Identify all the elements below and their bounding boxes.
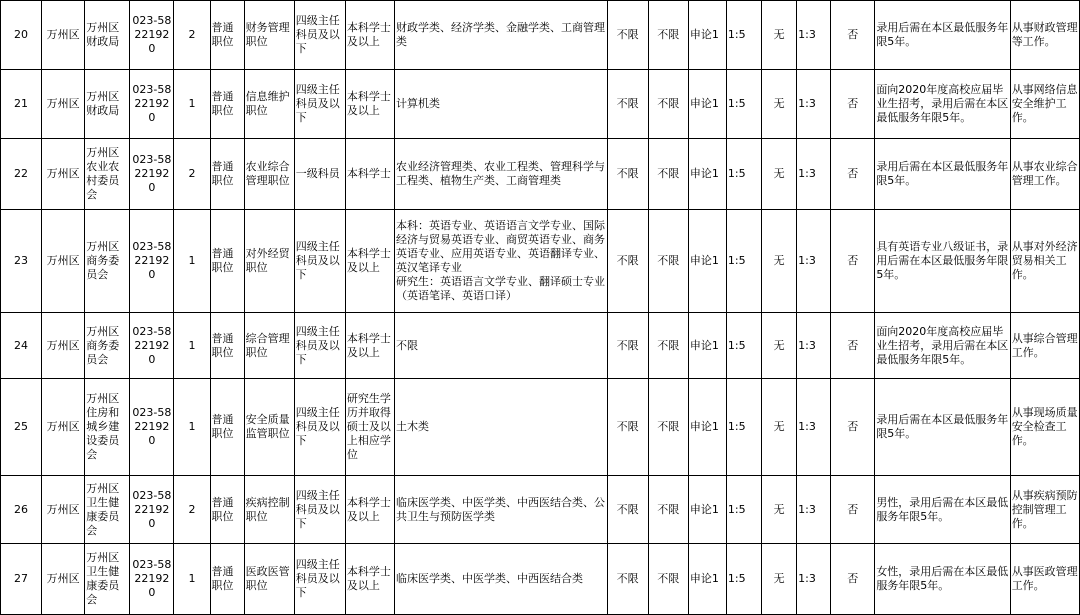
position-name: 信息维护职位 [244,70,294,139]
requirement-1: 不限 [607,70,648,139]
hire-count: 2 [174,1,210,70]
table-row [1,476,1080,544]
position-level: 四级主任科员及以下 [294,379,345,476]
ratio-2: 1:3 [797,313,831,379]
ratio-2: 1:3 [797,476,831,544]
position-level: 四级主任科员及以下 [294,1,345,70]
note: 面向2020年度高校应届毕业生招考，录用后需在本区最低服务年限5年。 [875,313,1010,379]
table-row [1,210,1080,313]
requirement-1: 不限 [607,544,648,615]
ratio-2: 1:3 [797,210,831,313]
note: 女性，录用后需在本区最低服务年限5年。 [875,544,1010,615]
requirement-2: 不限 [648,1,688,70]
position-type: 普通职位 [210,313,244,379]
position-type: 普通职位 [210,476,244,544]
major: 临床医学类、中医学类、中西医结合类、公共卫生与预防医学类 [395,476,608,544]
row-number: 20 [1,1,42,70]
requirement-3: 无 [762,139,797,210]
phone: 023-58221920 [130,1,174,70]
education: 本科学士及以上 [345,70,394,139]
area: 万州区 [42,1,85,70]
unit-name: 万州区财政局 [85,1,130,70]
position-name: 财务管理职位 [244,1,294,70]
requirement-2: 不限 [648,210,688,313]
duty: 从事农业综合管理工作。 [1010,139,1079,210]
requirement-3: 无 [762,544,797,615]
requirement-1: 不限 [607,1,648,70]
position-name: 综合管理职位 [244,313,294,379]
requirement-1: 不限 [607,476,648,544]
table-row [1,544,1080,615]
major: 计算机类 [395,70,608,139]
exam-subject: 申论1 [688,544,726,615]
table-row [1,1,1080,70]
duty: 从事综合管理工作。 [1010,313,1079,379]
duty: 从事对外经济贸易相关工作。 [1010,210,1079,313]
requirement-3: 无 [762,210,797,313]
note: 录用后需在本区最低服务年限5年。 [875,379,1010,476]
position-name: 安全质量监管职位 [244,379,294,476]
duty: 从事疾病预防控制管理工作。 [1010,476,1079,544]
requirement-4: 否 [831,379,875,476]
requirement-4: 否 [831,476,875,544]
area: 万州区 [42,476,85,544]
note: 面向2020年度高校应届毕业生招考，录用后需在本区最低服务年限5年。 [875,70,1010,139]
hire-count: 1 [174,70,210,139]
ratio-1: 1:5 [726,1,761,70]
position-type: 普通职位 [210,70,244,139]
position-level: 四级主任科员及以下 [294,313,345,379]
area: 万州区 [42,139,85,210]
unit-name: 万州区住房和城乡建设委员会 [85,379,130,476]
row-number: 25 [1,379,42,476]
row-number: 22 [1,139,42,210]
hire-count: 1 [174,313,210,379]
requirement-4: 否 [831,210,875,313]
row-number: 27 [1,544,42,615]
table-row [1,139,1080,210]
major: 土木类 [395,379,608,476]
phone: 023-58221920 [130,139,174,210]
requirement-3: 无 [762,1,797,70]
education: 本科学士及以上 [345,544,394,615]
position-level: 四级主任科员及以下 [294,70,345,139]
ratio-2: 1:3 [797,1,831,70]
requirement-1: 不限 [607,139,648,210]
duty: 从事医政管理工作。 [1010,544,1079,615]
requirement-2: 不限 [648,544,688,615]
position-type: 普通职位 [210,544,244,615]
ratio-1: 1:5 [726,379,761,476]
requirement-3: 无 [762,313,797,379]
unit-name: 万州区农业农村委员会 [85,139,130,210]
position-level: 四级主任科员及以下 [294,210,345,313]
position-type: 普通职位 [210,139,244,210]
hire-count: 2 [174,476,210,544]
requirement-3: 无 [762,70,797,139]
ratio-1: 1:5 [726,476,761,544]
unit-name: 万州区卫生健康委员会 [85,544,130,615]
area: 万州区 [42,379,85,476]
ratio-1: 1:5 [726,313,761,379]
unit-name: 万州区财政局 [85,70,130,139]
table-row [1,70,1080,139]
exam-subject: 申论1 [688,139,726,210]
position-type: 普通职位 [210,379,244,476]
hire-count: 1 [174,379,210,476]
position-level: 四级主任科员及以下 [294,476,345,544]
ratio-2: 1:3 [797,70,831,139]
requirement-2: 不限 [648,313,688,379]
requirement-1: 不限 [607,379,648,476]
row-number: 21 [1,70,42,139]
requirement-2: 不限 [648,70,688,139]
education: 研究生学历并取得硕士及以上相应学位 [345,379,394,476]
row-number: 26 [1,476,42,544]
row-number: 24 [1,313,42,379]
unit-name: 万州区商务委员会 [85,210,130,313]
ratio-1: 1:5 [726,210,761,313]
note: 具有英语专业八级证书，录用后需在本区最低服务年限5年。 [875,210,1010,313]
ratio-2: 1:3 [797,139,831,210]
education: 本科学士及以上 [345,313,394,379]
exam-subject: 申论1 [688,1,726,70]
hire-count: 1 [174,544,210,615]
education: 本科学士及以上 [345,476,394,544]
requirement-4: 否 [831,1,875,70]
phone: 023-58221920 [130,544,174,615]
phone: 023-58221920 [130,70,174,139]
row-number: 23 [1,210,42,313]
exam-subject: 申论1 [688,476,726,544]
major: 财政学类、经济学类、金融学类、工商管理类 [395,1,608,70]
position-type: 普通职位 [210,1,244,70]
ratio-2: 1:3 [797,379,831,476]
phone: 023-58221920 [130,313,174,379]
requirement-1: 不限 [607,313,648,379]
position-name: 疾病控制职位 [244,476,294,544]
requirement-2: 不限 [648,476,688,544]
area: 万州区 [42,313,85,379]
note: 录用后需在本区最低服务年限5年。 [875,139,1010,210]
requirement-4: 否 [831,544,875,615]
major: 临床医学类、中医学类、中西医结合类 [395,544,608,615]
ratio-1: 1:5 [726,70,761,139]
position-name: 对外经贸职位 [244,210,294,313]
major: 不限 [395,313,608,379]
requirement-4: 否 [831,139,875,210]
requirement-3: 无 [762,379,797,476]
position-type: 普通职位 [210,210,244,313]
position-level: 一级科员 [294,139,345,210]
phone: 023-58221920 [130,379,174,476]
unit-name: 万州区卫生健康委员会 [85,476,130,544]
position-level: 四级主任科员及以下 [294,544,345,615]
note: 男性，录用后需在本区最低服务年限5年。 [875,476,1010,544]
table-row [1,313,1080,379]
unit-name: 万州区商务委员会 [85,313,130,379]
exam-subject: 申论1 [688,313,726,379]
exam-subject: 申论1 [688,210,726,313]
ratio-1: 1:5 [726,139,761,210]
area: 万州区 [42,70,85,139]
note: 录用后需在本区最低服务年限5年。 [875,1,1010,70]
table-body [1,1,1080,615]
requirement-4: 否 [831,70,875,139]
exam-subject: 申论1 [688,379,726,476]
duty: 从事网络信息安全维护工作。 [1010,70,1079,139]
area: 万州区 [42,544,85,615]
hire-count: 1 [174,210,210,313]
hire-count: 2 [174,139,210,210]
position-name: 医政医管职位 [244,544,294,615]
phone: 023-58221920 [130,476,174,544]
education: 本科学士及以上 [345,1,394,70]
requirement-2: 不限 [648,379,688,476]
requirement-1: 不限 [607,210,648,313]
duty: 从事现场质量安全检查工作。 [1010,379,1079,476]
requirement-4: 否 [831,313,875,379]
area: 万州区 [42,210,85,313]
education: 本科学士及以上 [345,210,394,313]
exam-subject: 申论1 [688,70,726,139]
table-row [1,379,1080,476]
major: 农业经济管理类、农业工程类、管理科学与工程类、植物生产类、工商管理类 [395,139,608,210]
duty: 从事财政管理等工作。 [1010,1,1079,70]
requirement-2: 不限 [648,139,688,210]
education: 本科学士 [345,139,394,210]
major: 本科：英语专业、英语语言文学专业、国际经济与贸易英语专业、商贸英语专业、商务英语专业、应用英语专业、英语翻译专业、英汉笔译专业 研究生：英语语言文学专业、翻译硕士专业（英语笔译、英语口译） [395,210,608,313]
phone: 023-58221920 [130,210,174,313]
position-name: 农业综合管理职位 [244,139,294,210]
requirement-3: 无 [762,476,797,544]
ratio-1: 1:5 [726,544,761,615]
ratio-2: 1:3 [797,544,831,615]
